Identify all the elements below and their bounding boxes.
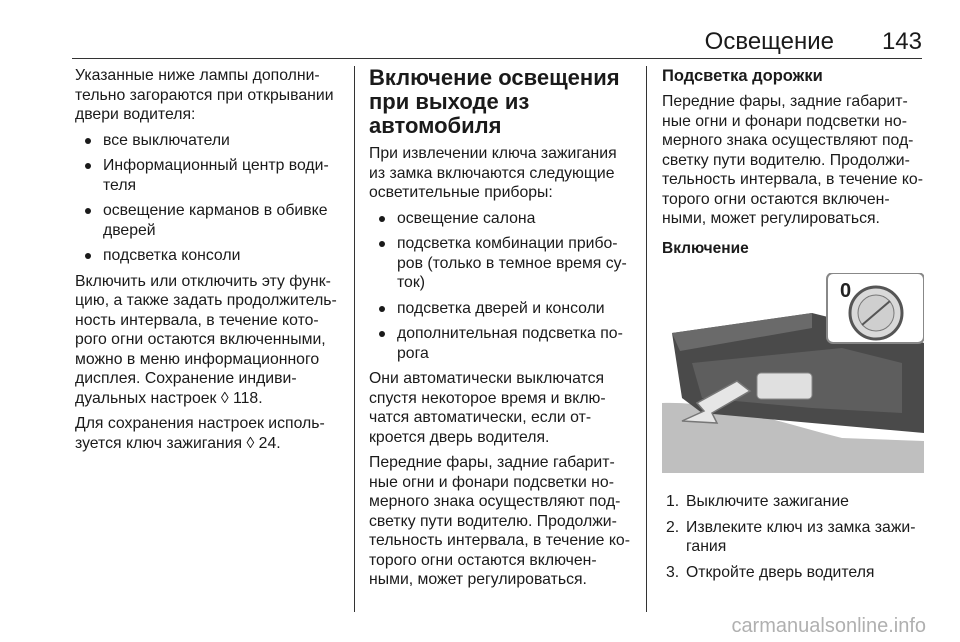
path-lighting-heading: Подсветка дорожки bbox=[662, 67, 823, 85]
col2-para-path: Передние фары, задние габарит-ные огни и фонари подсветки но-мерного знака осуществляют под-светку пути водителю. Продолжи-тельность интервала, в течение ко-торого огни остаются включен-ными, может регулироваться. bbox=[369, 454, 630, 588]
switch-position-label: 0 bbox=[840, 279, 852, 302]
list-item: 1. Выключите зажигание bbox=[666, 493, 849, 510]
list-item: дополнительная подсветка по-рога bbox=[369, 324, 635, 363]
activation-steps bbox=[662, 492, 928, 582]
col2-bullet-list bbox=[369, 209, 635, 364]
column-divider-2 bbox=[646, 66, 647, 612]
list-item: все выключатели bbox=[75, 131, 343, 151]
col1-para-key: Для сохранения настроек исполь-зуется ключ зажигания ◊ 24. bbox=[75, 415, 325, 452]
list-item: 3. Откройте дверь водителя bbox=[666, 563, 875, 581]
col2-para-auto: Они автоматически выключатся спустя некоторое время и вклю-чатся автоматически, если от-кроется дверь водителя. bbox=[369, 370, 606, 446]
key-slot bbox=[757, 373, 812, 399]
column-divider-1 bbox=[354, 66, 355, 612]
col3-para: Передние фары, задние габарит-ные огни и фонари подсветки но-мерного знака осуществляют под-светку пути водителю. Продолжи-тельность интервала, в течение ко-торого огни остаются включен-ными, может регулироваться. bbox=[662, 93, 923, 227]
activation-subheading: Включение bbox=[662, 239, 749, 257]
list-item: подсветка консоли bbox=[75, 246, 343, 266]
column-2 bbox=[369, 66, 635, 596]
column-1 bbox=[75, 66, 343, 459]
col1-para-settings: Включить или отключить эту функ-цию, а также задать продолжитель-ность интервала, в течение кото-рого огни остаются включенными, можно в меню информационного дисплея. Сохранение индиви-дуальных настроек ◊ 118. bbox=[75, 272, 337, 407]
col1-bullet-list bbox=[75, 131, 343, 266]
watermark: carmanualsonline.info bbox=[731, 615, 926, 637]
list-item: освещение карманов в обивке дверей bbox=[75, 201, 343, 240]
list-item: освещение салона bbox=[369, 209, 635, 229]
exit-lighting-heading: Включение освещения при выходе из автомобиля bbox=[369, 65, 620, 138]
list-item: 2. Извлеките ключ из замка зажи-гания bbox=[666, 518, 916, 555]
list-item: подсветка дверей и консоли bbox=[369, 299, 635, 319]
page-number: 143 bbox=[881, 28, 922, 55]
page-header bbox=[72, 24, 922, 59]
list-item: Информационный центр води-теля bbox=[75, 156, 343, 195]
light-switch-illustration bbox=[662, 273, 924, 473]
section-title: Освещение bbox=[704, 28, 834, 55]
column-3 bbox=[662, 66, 928, 588]
col1-intro: Указанные ниже лампы дополни-тельно загораются при открывании двери водителя: bbox=[75, 67, 334, 123]
list-item: подсветка комбинации прибо-ров (только в темное время су-ток) bbox=[369, 234, 635, 293]
col2-intro: При извлечении ключа зажигания из замка включаются следующие осветительные приборы: bbox=[369, 145, 617, 201]
